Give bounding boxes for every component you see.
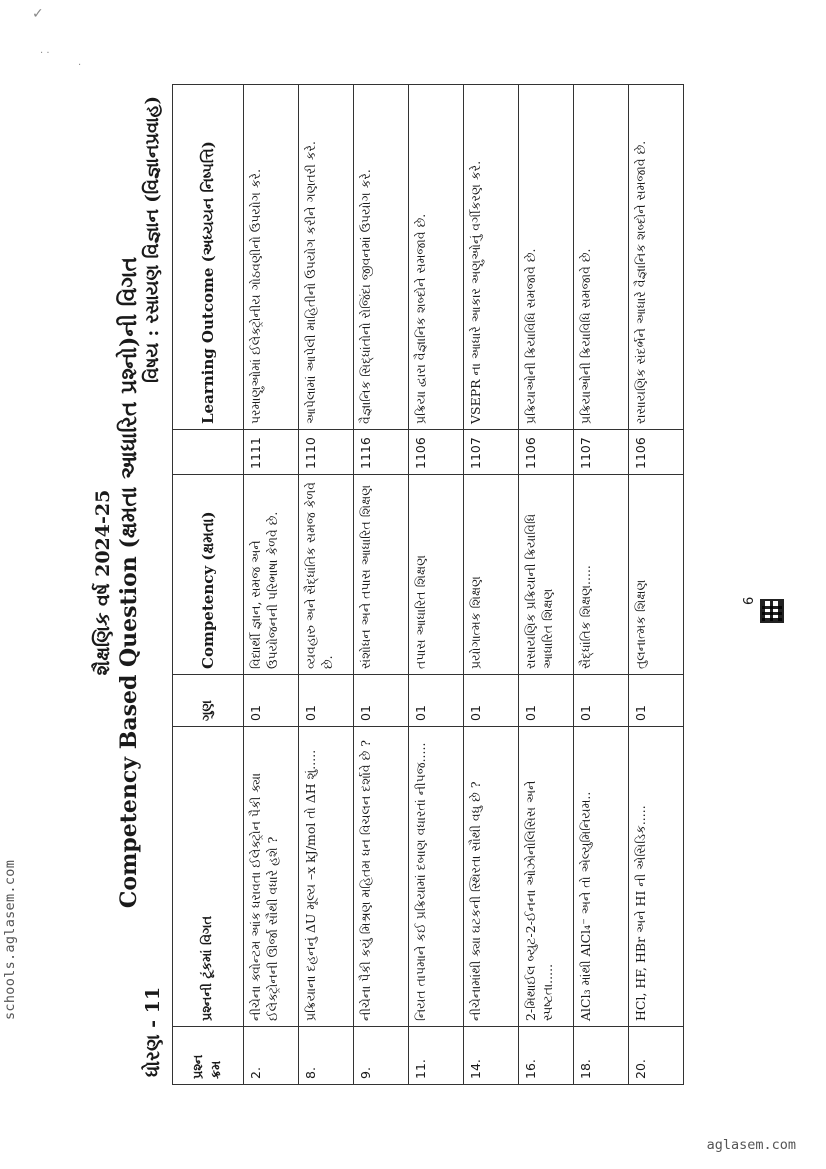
learning-outcome-code: 1107: [464, 430, 519, 475]
table-row: [574, 85, 629, 1085]
question-number: 9.: [354, 1027, 409, 1085]
question-number: 8.: [299, 1027, 354, 1085]
watermark-left: schools.aglasem.com: [2, 859, 18, 1020]
learning-outcome-code: 1106: [409, 430, 464, 475]
academic-year-heading: શૈક્ષણિક વર્ષ 2024-25: [92, 489, 114, 676]
table-row: [354, 85, 409, 1085]
question-detail: નિયત તાપમાને કઈ પ્રક્રિયામાં દબાણ વધારતાં નીપજ.....: [409, 727, 464, 1027]
column-header-question-no: પ્રશ્ન ક્રમ: [173, 1027, 244, 1085]
watermark-bottom: aglasem.com: [706, 1137, 796, 1153]
question-competency: પ્રયોગાત્મક શિક્ષણ: [464, 475, 519, 675]
document-title: Competency Based Question (ક્ષમતા આધારિત પ્રશ્નો)ની વિગત: [116, 256, 142, 909]
question-detail: AlCl₃ માંથી AlCl₄⁻ અને તો એલ્યુમિનિયમ..: [574, 727, 629, 1027]
column-header-competency: Competency (ક્ષમતા): [173, 475, 244, 675]
question-detail: પ્રક્રિયાના દહનનું ΔU મૂલ્ય –x kJ/mol તો ΔH શું.....: [299, 727, 354, 1027]
column-header-learning-outcome: Learning Outcome (અધ્યયન નિષ્પત્તિ): [173, 85, 244, 430]
question-marks: 01: [409, 675, 464, 727]
question-table: [172, 84, 684, 1085]
question-marks: 01: [299, 675, 354, 727]
question-marks: 01: [464, 675, 519, 727]
learning-outcome: પરમાણુઓમાં ઈલેક્ટ્રોનીય ગોઠવણીનો ઉપયોગ કરે.: [244, 85, 299, 430]
learning-outcome: VSEPR ના આધારે આકાર અણુઓનું વર્ગીકરણ કરે.: [464, 85, 519, 430]
question-marks: 01: [519, 675, 574, 727]
question-detail: નીચેનામાંથી ક્યા ઘટકની સ્થિરતા સૌથી વધુ છે ?: [464, 727, 519, 1027]
question-number: 16.: [519, 1027, 574, 1085]
question-detail: 2-મિથાઈલ બ્યુટ-2-ઈનના ઓઝોનોલિસિસ અને સ્પષ્ટતા.....: [519, 727, 574, 1027]
standard-label: ધોરણ - 11: [142, 986, 164, 1077]
column-header-code: [173, 430, 244, 475]
question-competency: રાસાયણિક પ્રક્રિયાની ક્રિયાવિધિ આધારિત શિક્ષણ: [519, 475, 574, 675]
question-competency: તપાસ આધારિત શિક્ષણ: [409, 475, 464, 675]
question-marks: 01: [244, 675, 299, 727]
question-detail: નીચેના ક્વોન્ટમ આંક ધરાવતા ઈલેક્ટ્રોન પૈકી ક્યા ઈલેક્ટ્રોનની ઊર્જા સૌથી વધારે હશે ?: [244, 727, 299, 1027]
question-competency: વ્યવહારુ અને સૈદ્ધાંતિક સમજ કેળવે છે.: [299, 475, 354, 675]
question-competency: સંશોધન અને તપાસ આધારિત શિક્ષણ: [354, 475, 409, 675]
question-competency: સૈદ્ધાંતિક શિક્ષણ.....: [574, 475, 629, 675]
question-number: 18.: [574, 1027, 629, 1085]
learning-outcome-code: 1106: [629, 430, 684, 475]
subject-label: વિષય : રસાયણ વિજ્ઞાન (વિજ્ઞાનપ્રવાહ): [142, 96, 163, 383]
qr-code-icon: [760, 599, 784, 623]
learning-outcome: પ્રક્રિયાઓની ક્રિયાવિધિ સમજાવે છે.: [519, 85, 574, 430]
question-detail: નીચેના પૈકી કયું મિશ્રણ મહિતમ ધન વિચલન દર્શાવે છે ?: [354, 727, 409, 1027]
question-number: 14.: [464, 1027, 519, 1085]
learning-outcome-code: 1111: [244, 430, 299, 475]
learning-outcome: પ્રક્રિયાઓની ક્રિયાવિધિ સમજાવે છે.: [574, 85, 629, 430]
page-number: 6: [742, 596, 757, 605]
question-detail: HCl, HF, HBr અને HI ની એસિડિક.....: [629, 727, 684, 1027]
table-row: [519, 85, 574, 1085]
table-row: [629, 85, 684, 1085]
question-number: 11.: [409, 1027, 464, 1085]
table-row: [244, 85, 299, 1085]
table-header-row: [173, 85, 244, 1085]
question-marks: 01: [629, 675, 684, 727]
scan-artifact: ✓: [32, 6, 44, 22]
learning-outcome: પ્રક્રિયા દ્વારા વૈજ્ઞાનિક શબ્દોને સમજાવે છે.: [409, 85, 464, 430]
learning-outcome-code: 1106: [519, 430, 574, 475]
table-row: [409, 85, 464, 1085]
column-header-detail: પ્રશ્નની ટૂંકમાં વિગત: [173, 727, 244, 1027]
table-row: [299, 85, 354, 1085]
question-number: 2.: [244, 1027, 299, 1085]
learning-outcome: વૈજ્ઞાનિક સિદ્ધાંતોનો રોજિંદા જીવનમાં ઉપયોગ કરે.: [354, 85, 409, 430]
question-number: 20.: [629, 1027, 684, 1085]
scan-artifact: · ·: [40, 48, 50, 59]
learning-outcome: રાસાયણિક સંદર્ભને આધારે વૈજ્ઞાનિક શબ્દોને સમજાવે છે.: [629, 85, 684, 430]
rotated-document-page: [92, 80, 782, 1085]
learning-outcome-code: 1110: [299, 430, 354, 475]
question-marks: 01: [574, 675, 629, 727]
learning-outcome: આપેલામાં આપેલી માહિતીનો ઉપયોગ કરીને ગણતરી કરે.: [299, 85, 354, 430]
question-competency: તુલનાત્મક શિક્ષણ: [629, 475, 684, 675]
table-row: [464, 85, 519, 1085]
question-competency: વિદ્યાર્થી જ્ઞાન, સમજ અને ઉપયોજનની પરિભાષા કેળવે છે.: [244, 475, 299, 675]
column-header-marks: ગુણ: [173, 675, 244, 727]
scan-artifact: ·: [78, 60, 82, 71]
learning-outcome-code: 1107: [574, 430, 629, 475]
learning-outcome-code: 1116: [354, 430, 409, 475]
question-marks: 01: [354, 675, 409, 727]
